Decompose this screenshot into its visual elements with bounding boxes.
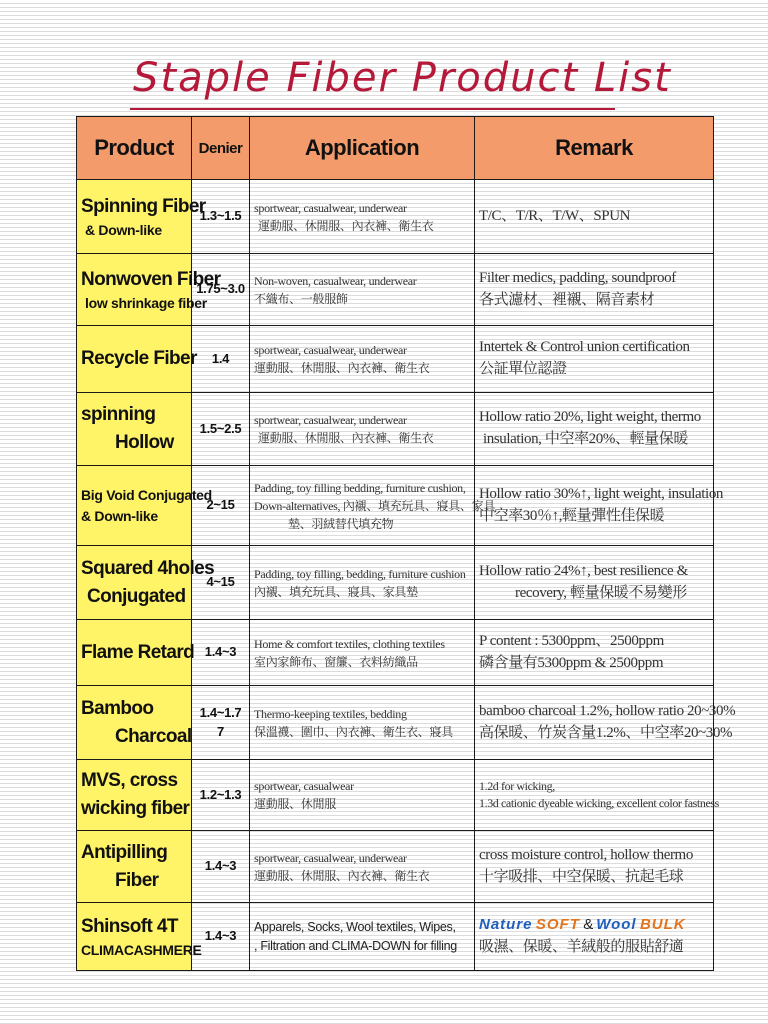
remark-line: recovery, 輕量保暖不易變形 (515, 584, 687, 601)
page-title: Staple Fiber Product List (133, 55, 672, 101)
application-line: sportwear, casualwear, underwear (254, 850, 407, 865)
product-cell (77, 180, 206, 254)
remark-cell (475, 393, 714, 466)
remark-cell (475, 903, 714, 971)
application-cell (250, 180, 475, 254)
application-cell (250, 903, 475, 971)
table-row (77, 254, 714, 326)
remark-line: 磷含量有5300ppm & 2500ppm (479, 654, 664, 671)
remark-cell (475, 466, 724, 546)
brand-nature: Nature (479, 916, 533, 934)
application-line: Down-alternatives, 內襯、填充玩具、寢具、家具 (254, 498, 496, 513)
remark-cell (475, 546, 714, 620)
remark-cell (475, 686, 736, 760)
header-remark: Remark (475, 117, 714, 180)
denier-cell (192, 760, 250, 831)
product-name-line: Charcoal (115, 725, 192, 747)
table-row (77, 180, 714, 254)
remark-line: P content : 5300ppm、2500ppm (479, 632, 664, 649)
denier-cell (192, 393, 250, 466)
remark-cell (475, 620, 714, 686)
remark-cell (475, 760, 719, 831)
application-line: , Filtration and CLIMA-DOWN for filling (254, 938, 457, 953)
application-line: sportwear, casualwear, underwear (254, 343, 407, 357)
application-cell (250, 326, 475, 393)
application-cell (250, 466, 496, 546)
application-line: sportwear, casualwear (254, 779, 354, 793)
product-name-line: Squared 4holes (81, 557, 215, 579)
product-cell (77, 760, 192, 831)
denier-cell (192, 831, 250, 903)
product-name-line: Fiber (115, 869, 159, 891)
remark-line: cross moisture control, hollow thermo (479, 846, 693, 863)
application-line: sportwear, casualwear, underwear (254, 413, 407, 427)
table-row (77, 620, 714, 686)
denier-value: 1.75~3.0 (196, 281, 245, 297)
table-header-row (77, 117, 714, 180)
product-cell (77, 393, 192, 466)
denier-value: 1.5~2.5 (199, 420, 242, 436)
application-cell (250, 393, 475, 466)
remark-line: T/C、T/R、T/W、SPUN (479, 207, 631, 224)
remark-line: 公証單位認證 (479, 361, 567, 377)
application-cell (250, 254, 475, 326)
remark-line: 中空率30％↑,輕量彈性佳保暖 (479, 507, 665, 524)
denier-cell (192, 326, 250, 393)
table-row (77, 760, 714, 831)
product-name-line: Flame Retard (81, 641, 195, 663)
remark-line: 1.3d cationic dyeable wicking, excellent color fastness (479, 796, 719, 810)
product-name-line: MVS, cross (81, 770, 178, 792)
brand-ampersand: & (583, 916, 593, 934)
table-row (77, 831, 714, 903)
brand-soft: SOFT (535, 916, 580, 934)
denier-value: 4~15 (206, 574, 235, 590)
application-cell (250, 686, 475, 760)
application-line: 內襯、填充玩具、寢具、家具墊 (254, 584, 418, 599)
application-line: Thermo-keeping textiles, bedding (254, 706, 407, 721)
application-line: 保溫襪、圍巾、內衣褲、衛生衣、寢具 (254, 724, 453, 739)
header-denier: Denier (192, 117, 250, 180)
product-cell (77, 620, 195, 686)
application-line: 運動服、休閒服、內衣褲、衛生衣 (258, 431, 434, 445)
denier-cell (192, 254, 250, 326)
denier-value: 1.3~1.5 (199, 208, 242, 224)
denier-cell (192, 903, 250, 971)
denier-value: 1.4~3 (204, 644, 237, 660)
application-line: 運動服、休閒服、內衣褲、衛生衣 (254, 868, 430, 883)
application-line: 不織布、一般服飾 (254, 291, 348, 306)
product-name-line: CLIMACASHMERE (81, 942, 202, 959)
remark-line: insulation, 中空率20%、輕量保暖 (483, 431, 688, 447)
table-row (77, 393, 714, 466)
brand-wool: Wool (596, 916, 637, 934)
table-row (77, 466, 714, 546)
remark-line: Hollow ratio 20%, light weight, thermo (479, 409, 701, 426)
product-name-line: Bamboo (81, 697, 154, 719)
application-line: 室內家飾布、窗簾、衣料紡織品 (254, 654, 418, 669)
denier-cell (192, 546, 250, 620)
table-row (77, 326, 714, 393)
application-line: Apparels, Socks, Wool textiles, Wipes, (254, 919, 456, 934)
table-row (77, 903, 714, 971)
table-body (77, 180, 736, 971)
remark-brand-line (479, 914, 709, 937)
remark-cell (475, 326, 714, 393)
product-cell (77, 326, 197, 393)
remark-cell (475, 180, 714, 254)
product-cell (77, 831, 192, 903)
remark-line: 吸濕、保暖、羊絨般的服貼舒適 (479, 939, 684, 955)
application-cell (250, 546, 475, 620)
product-name-line: Nonwoven Fiber (81, 268, 221, 290)
denier-cell (192, 466, 250, 546)
denier-cell (192, 686, 250, 760)
remark-line: Hollow ratio 30%↑, light weight, insulation (479, 485, 724, 502)
product-name-line: Big Void Conjugated (81, 487, 212, 504)
product-name-line: Antipilling (81, 841, 168, 863)
denier-cell (192, 180, 250, 254)
denier-value: 7 (217, 723, 224, 739)
product-name-line: & Down-like (81, 507, 158, 524)
product-name-line: wicking fiber (81, 798, 190, 819)
remark-line: Hollow ratio 24%↑, best resilience & (479, 562, 688, 579)
product-name-line: Spinning Fiber (81, 195, 206, 217)
application-line: Home & comfort textiles, clothing textiles (254, 636, 445, 651)
application-line: 運動服、休閒服 (254, 797, 336, 811)
table-row (77, 686, 714, 760)
application-line: 墊、羽絨替代填充物 (288, 516, 394, 531)
product-name-line: spinning (81, 404, 156, 426)
remark-line: 高保暖、竹炭含量1.2%、中空率20~30% (479, 724, 733, 741)
denier-value: 1.4~3 (204, 858, 237, 874)
product-table (76, 116, 736, 971)
remark-cell (475, 254, 714, 326)
product-cell (77, 466, 212, 546)
denier-value: 1.4 (211, 350, 230, 366)
remark-line: 十字吸排、中空保暖、抗起毛球 (479, 868, 684, 885)
remark-line: 各式濾材、裡襯、隔音素材 (479, 291, 655, 308)
application-line: 運動服、休閒服、內衣褲、衛生衣 (254, 361, 430, 375)
product-cell (77, 546, 215, 620)
denier-value: 1.4~3 (204, 928, 237, 944)
remark-line: Filter medics, padding, soundproof (479, 269, 676, 286)
application-line: Padding, toy filling bedding, furniture cushion, (254, 480, 466, 495)
denier-value: 2~15 (206, 497, 235, 513)
application-cell (250, 760, 475, 831)
header-application: Application (250, 117, 475, 180)
header-product: Product (77, 117, 192, 180)
application-line: Padding, toy filling, bedding, furniture cushion (254, 566, 466, 581)
remark-line: bamboo charcoal 1.2%, hollow ratio 20~30% (479, 702, 736, 719)
product-name-line: Hollow (115, 432, 174, 453)
application-cell (250, 831, 475, 903)
remark-line: 1.2d for wicking, (479, 778, 555, 793)
denier-value: 1.2~1.3 (199, 786, 242, 802)
table-row (77, 546, 714, 620)
product-name-line: Shinsoft 4T (81, 915, 178, 937)
remark-cell (475, 831, 714, 903)
product-name-line: low shrinkage fiber (85, 295, 207, 312)
title-underline (130, 108, 615, 110)
remark-line: Intertek & Control union certification (479, 339, 690, 356)
product-cell (77, 903, 202, 971)
application-line: sportwear, casualwear, underwear (254, 200, 407, 215)
product-name-line: & Down-like (85, 222, 162, 239)
product-name-line: Recycle Fiber (81, 348, 197, 370)
denier-cell (192, 620, 250, 686)
product-name-line: Conjugated (87, 585, 186, 607)
brand-bulk: BULK (639, 916, 686, 934)
application-cell (250, 620, 475, 686)
product-cell (77, 686, 192, 760)
application-line: Non-woven, casualwear, underwear (254, 273, 417, 288)
application-line: 運動服、休閒服、內衣褲、衛生衣 (258, 218, 434, 233)
denier-value: 1.4~1.7 (199, 705, 242, 721)
